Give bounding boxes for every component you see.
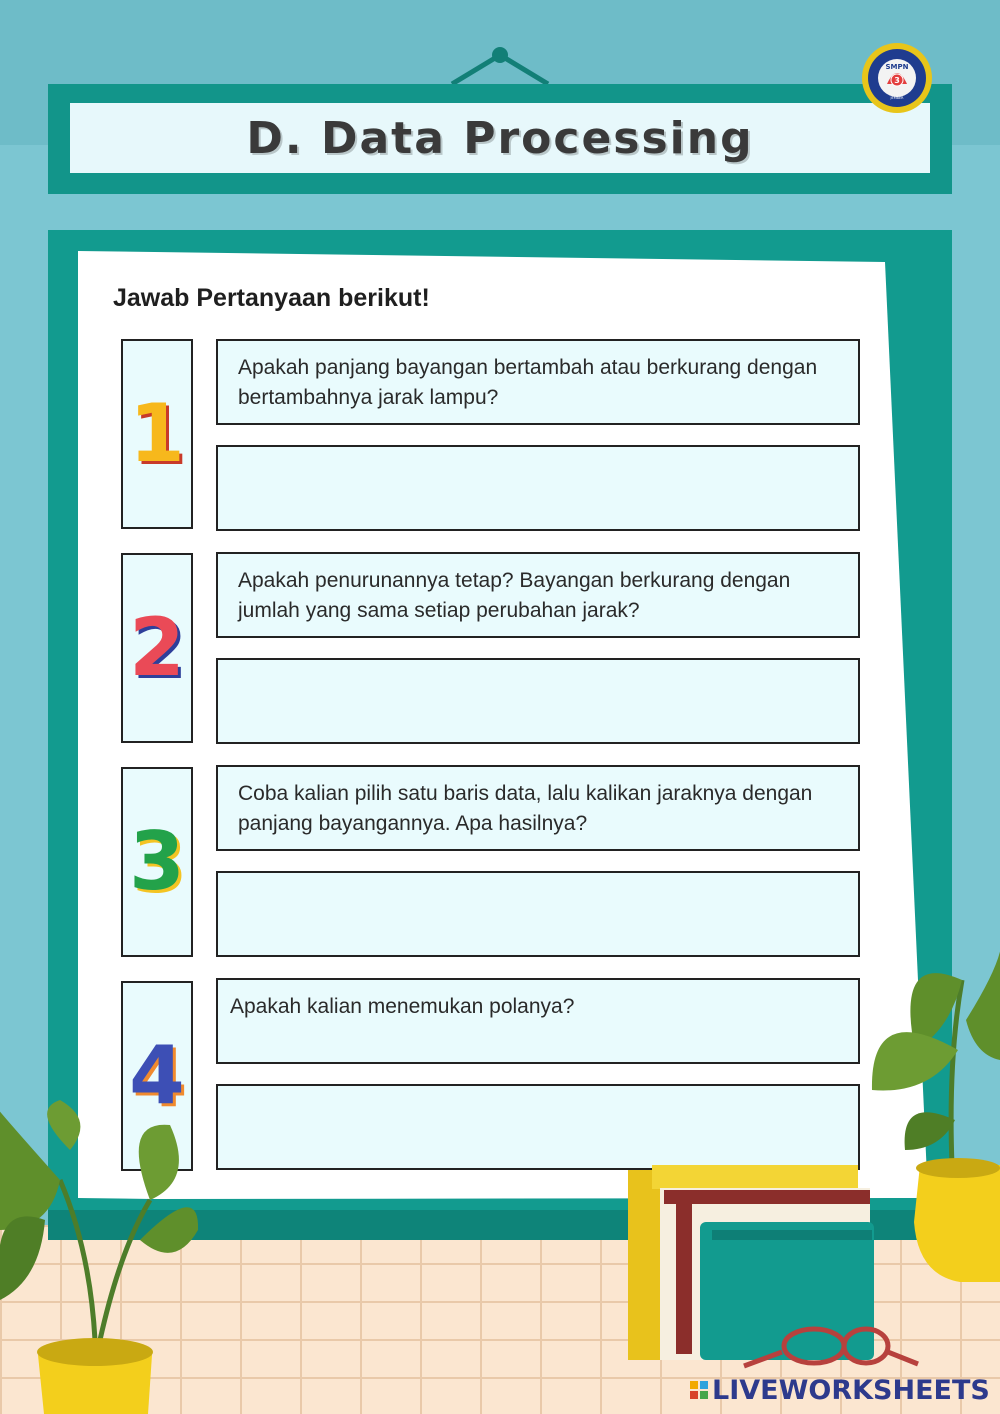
question-number-box bbox=[121, 339, 193, 529]
logo-bottom-text: JEMBER bbox=[890, 96, 904, 100]
question-number-box bbox=[121, 767, 193, 957]
page-title: D. Data Processing bbox=[246, 112, 754, 164]
answer-input-box[interactable] bbox=[216, 445, 860, 531]
question-text: Apakah panjang bayangan bertambah atau berkurang dengan bertambahnya jarak lampu? bbox=[238, 356, 818, 409]
question-number-box bbox=[121, 981, 193, 1171]
answer-input-box[interactable] bbox=[216, 871, 860, 957]
question-text-box bbox=[216, 765, 860, 851]
question-number: 2 bbox=[129, 601, 185, 694]
question-number: 1 bbox=[129, 387, 185, 480]
question-text-box bbox=[216, 978, 860, 1064]
liveworksheets-logo-icon bbox=[690, 1381, 708, 1399]
brand-name: LIVEWORKSHEETS bbox=[712, 1374, 990, 1406]
question-number: 4 bbox=[129, 1029, 185, 1122]
question-text: Apakah penurunannya tetap? Bayangan berkurang dengan jumlah yang sama setiap perubahan jarak? bbox=[238, 569, 791, 622]
question-text: Coba kalian pilih satu baris data, lalu kalikan jaraknya dengan panjang bayangannya. Apa hasilnya? bbox=[238, 782, 813, 835]
instruction-heading: Jawab Pertanyaan berikut! bbox=[113, 284, 430, 312]
liveworksheets-brand bbox=[690, 1373, 990, 1407]
question-text-box bbox=[216, 552, 860, 638]
logo-number: 3 bbox=[894, 76, 900, 85]
question-text: Apakah kalian menemukan polanya? bbox=[230, 995, 575, 1018]
answer-input-box[interactable] bbox=[216, 1084, 860, 1170]
question-number: 3 bbox=[129, 815, 185, 908]
logo-inner-text: SMPN bbox=[885, 63, 909, 71]
answer-input-box[interactable] bbox=[216, 658, 860, 744]
question-number-box bbox=[121, 553, 193, 743]
question-text-box bbox=[216, 339, 860, 425]
